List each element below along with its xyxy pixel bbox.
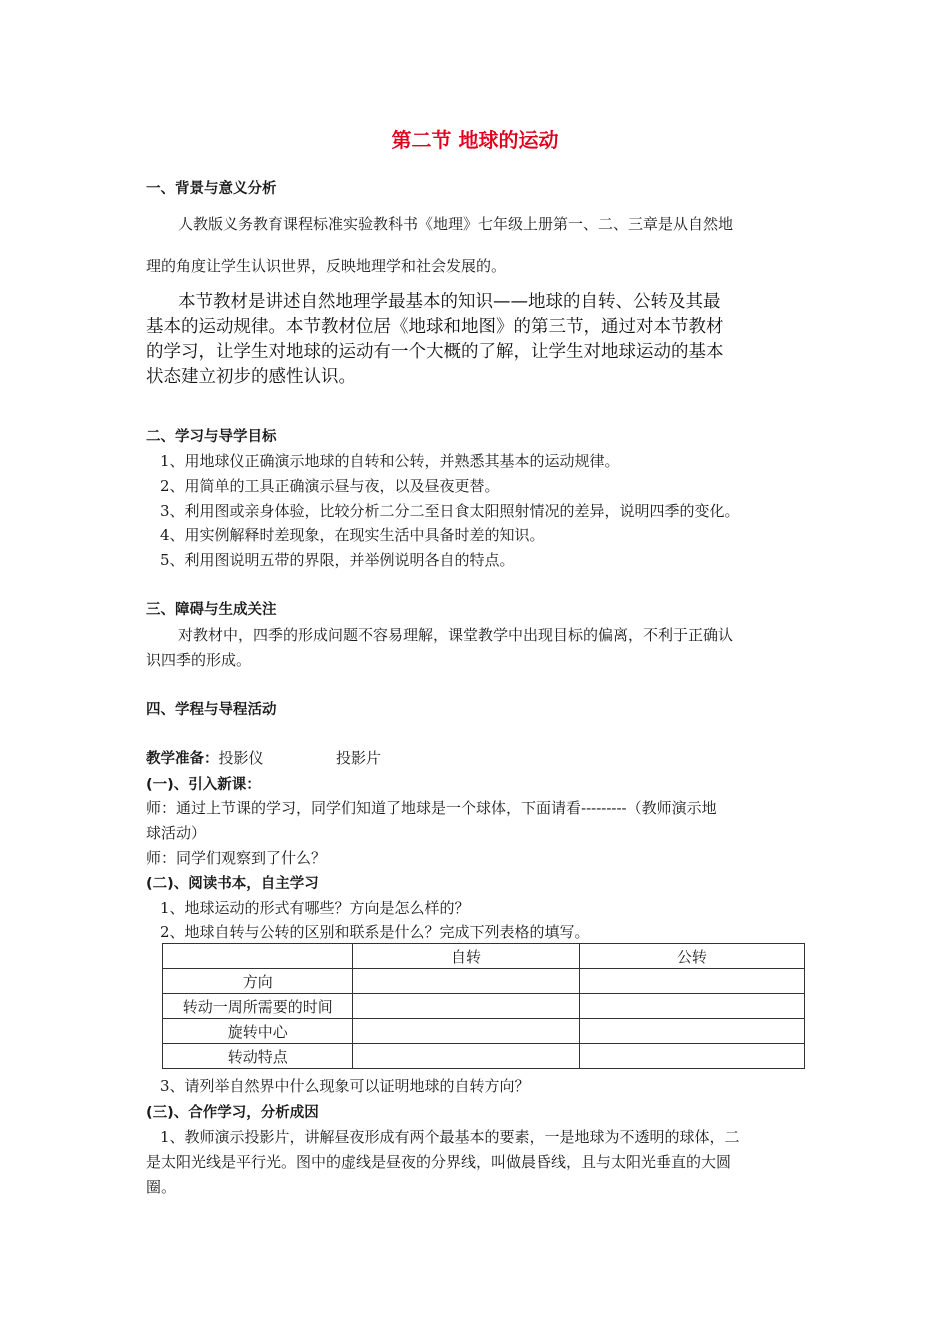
table-cell-empty[interactable] — [353, 994, 579, 1019]
table-cell-empty[interactable] — [353, 1044, 579, 1069]
section-heading-activities: 四、学程与导程活动 — [146, 702, 277, 718]
table-row — [163, 994, 805, 1019]
paragraph-line: 识四季的形成。 — [146, 651, 252, 669]
paragraph-line: 1、教师演示投影片，讲解昼夜形成有两个最基本的要素，一是地球为不透明的球体，二 — [160, 1128, 740, 1146]
part-heading-intro: (一)、引入新课： — [146, 777, 261, 793]
part-heading-cooperative: (三)、合作学习，分析成因 — [146, 1105, 319, 1121]
table-row-label: 转动特点 — [163, 1044, 353, 1069]
paragraph-line: 的学习，让学生对地球的运动有一个大概的了解，让学生对地球运动的基本 — [146, 342, 724, 362]
paragraph-line: 师：通过上节课的学习，同学们知道了地球是一个球体，下面请看---------（教师演示地 — [146, 799, 717, 817]
table-row-label: 方向 — [163, 969, 353, 994]
paragraph-line: 状态建立初步的感性认识。 — [146, 367, 356, 387]
table-row — [163, 1019, 805, 1044]
table-row — [163, 1044, 805, 1069]
question-item: 3、请列举自然界中什么现象可以证明地球的自转方向？ — [160, 1077, 530, 1095]
table-cell-empty[interactable] — [579, 994, 804, 1019]
paragraph-line: 理的角度让学生认识世界，反映地理学和社会发展的。 — [146, 257, 507, 275]
paragraph-line: 圈。 — [146, 1178, 177, 1196]
table-header-cell: 公转 — [579, 944, 804, 969]
table-header-cell: 自转 — [353, 944, 579, 969]
teaching-prep-item: 投影片 — [336, 749, 382, 767]
section-heading-goals: 二、学习与导学目标 — [146, 429, 277, 445]
paragraph-line: 师：同学们观察到了什么？ — [146, 849, 327, 867]
table-cell-empty[interactable] — [579, 1019, 804, 1044]
goal-item: 5、利用图说明五带的界限，并举例说明各自的特点。 — [160, 551, 515, 569]
question-item: 2、地球自转与公转的区别和联系是什么？完成下列表格的填写。 — [160, 923, 590, 941]
comparison-table — [162, 943, 805, 1069]
paragraph-line: 人教版义务教育课程标准实验教科书《地理》七年级上册第一、二、三章是从自然地 — [178, 215, 734, 233]
question-item: 1、地球运动的形式有哪些？方向是怎么样的？ — [160, 899, 470, 917]
goal-item: 4、用实例解释时差现象，在现实生活中具备时差的知识。 — [160, 526, 545, 544]
paragraph-line: 是太阳光线是平行光。图中的虚线是昼夜的分界线，叫做晨昏线，且与太阳光垂直的大圆 — [146, 1153, 732, 1171]
teaching-prep-item: 投影仪 — [218, 749, 264, 767]
table-cell-empty[interactable] — [353, 969, 579, 994]
paragraph-line: 本节教材是讲述自然地理学最基本的知识——地球的自转、公转及其最 — [178, 292, 721, 312]
section-heading-background: 一、背景与意义分析 — [146, 181, 277, 197]
goal-item: 1、用地球仪正确演示地球的自转和公转，并熟悉其基本的运动规律。 — [160, 452, 620, 470]
page-title: 第二节 地球的运动 — [391, 128, 559, 152]
table-row — [163, 969, 805, 994]
paragraph-line: 对教材中，四季的形成问题不容易理解，课堂教学中出现目标的偏离，不利于正确认 — [178, 626, 734, 644]
paragraph-line: 基本的运动规律。本节教材位居《地球和地图》的第三节，通过对本节教材 — [146, 317, 724, 337]
table-cell-empty[interactable] — [579, 1044, 804, 1069]
goal-item: 2、用简单的工具正确演示昼与夜，以及昼夜更替。 — [160, 477, 500, 495]
part-heading-reading: (二)、阅读书本，自主学习 — [146, 876, 319, 892]
table-header-row — [163, 944, 805, 969]
table-row-label: 旋转中心 — [163, 1019, 353, 1044]
paragraph-line: 球活动） — [146, 824, 207, 842]
section-heading-obstacles: 三、障碍与生成关注 — [146, 602, 277, 618]
table-row-label: 转动一周所需要的时间 — [163, 994, 353, 1019]
table-cell-empty[interactable] — [579, 969, 804, 994]
table-cell-empty[interactable] — [353, 1019, 579, 1044]
teaching-prep-line — [146, 747, 264, 768]
goal-item: 3、利用图或亲身体验，比较分析二分二至日食太阳照射情况的差异，说明四季的变化。 — [160, 502, 740, 520]
table-header-cell — [163, 944, 353, 969]
teaching-prep-label: 教学准备： — [146, 751, 219, 767]
